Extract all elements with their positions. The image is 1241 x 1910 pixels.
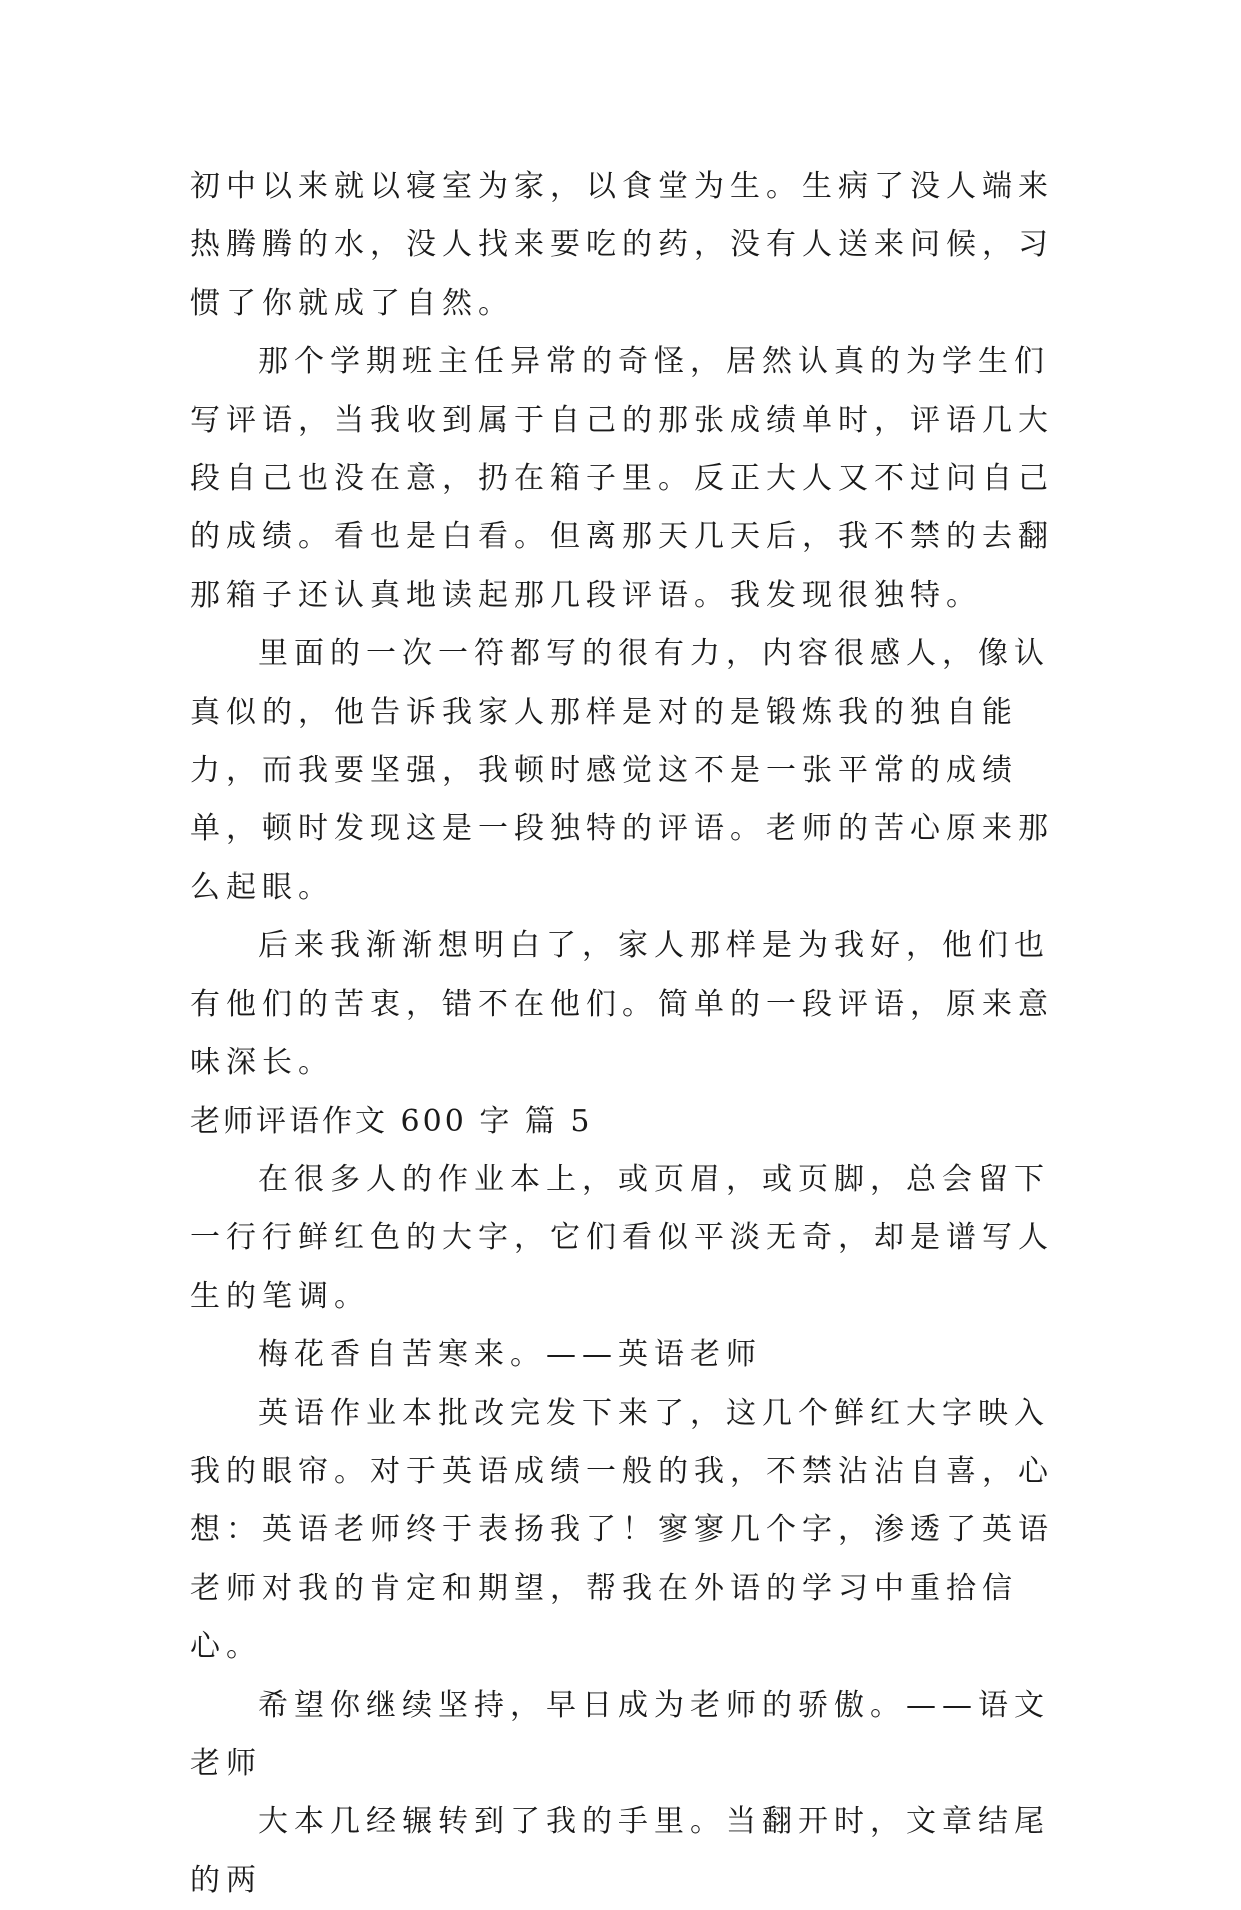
paragraph-8: 希望你继续坚持，早日成为老师的骄傲。——语文老师 (190, 1687, 1050, 1781)
paragraph-9: 大本几经辗转到了我的手里。当翻开时，文章结尾的两 (190, 1804, 1050, 1898)
document-body (190, 158, 1070, 1910)
paragraph-3: 里面的一次一符都写的很有力，内容很感人，像认真似的，他告诉我家人那样是对的是锻炼我的独自能力，而我要坚强，我顿时感觉这不是一张平常的成绩单，顿时发现这是一段独特的评语。老师的苦心原来那么起眼。 (190, 636, 1054, 905)
paragraph-1: 初中以来就以寝室为家，以食堂为生。生病了没人端来热腾腾的水，没人找来要吃的药，没有人送来问候，习惯了你就成了自然。 (190, 169, 1054, 321)
section-heading: 老师评语作文 600 字 篇 5 (190, 1103, 593, 1139)
paragraph-6: 梅花香自苦寒来。——英语老师 (258, 1337, 762, 1373)
paragraph-2: 那个学期班主任异常的奇怪，居然认真的为学生们写评语，当我收到属于自己的那张成绩单时，评语几大段自己也没在意，扔在箱子里。反正大人又不过问自己的成绩。看也是白看。但离那天几天后，我不禁的去翻那箱子还认真地读起那几段评语。我发现很独特。 (190, 344, 1054, 613)
paragraph-4: 后来我渐渐想明白了，家人那样是为我好，他们也有他们的苦衷，错不在他们。简单的一段评语，原来意味深长。 (190, 928, 1054, 1081)
paragraph-5: 在很多人的作业本上，或页眉，或页脚，总会留下一行行鲜红色的大字，它们看似平淡无奇，却是谱写人生的笔调。 (190, 1161, 1054, 1314)
paragraph-7: 英语作业本批改完发下来了，这几个鲜红大字映入我的眼帘。对于英语成绩一般的我，不禁沾沾自喜，心想：英语老师终于表扬我了！寥寥几个字，渗透了英语老师对我的肯定和期望，帮我在外语的学习中重拾信心。 (190, 1395, 1054, 1665)
